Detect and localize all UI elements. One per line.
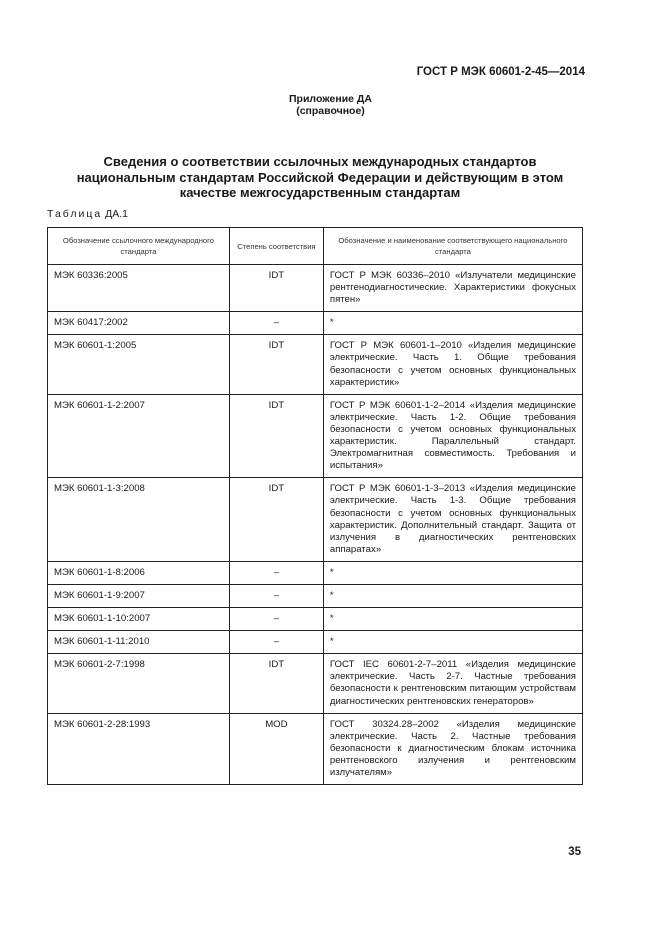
- national-standard-cell: *: [323, 584, 582, 607]
- table-row: [48, 335, 583, 394]
- reference-cell: МЭК 60601-1-10:2007: [48, 608, 230, 631]
- reference-cell: МЭК 60601-1-9:2007: [48, 584, 230, 607]
- table-row: [48, 561, 583, 584]
- national-standard-cell: ГОСТ Р МЭК 60601-1–2010 «Изделия медицинские электрические. Часть 1. Общие требования безопасности с учетом основных функциональных характеристик»: [323, 335, 582, 394]
- reference-cell: МЭК 60336:2005: [48, 265, 230, 312]
- table-row: [48, 608, 583, 631]
- table-caption-id: ДА.1: [105, 208, 128, 220]
- reference-cell: МЭК 60601-1:2005: [48, 335, 230, 394]
- table-caption: [47, 208, 128, 220]
- table-row: [48, 478, 583, 562]
- header-national-standard: Обозначение и наименование соответствующего национального стандарта: [323, 228, 582, 265]
- table-row: [48, 713, 583, 784]
- degree-cell: IDT: [229, 394, 323, 478]
- reference-cell: МЭК 60601-1-2:2007: [48, 394, 230, 478]
- national-standard-cell: *: [323, 312, 582, 335]
- national-standard-cell: ГОСТ Р МЭК 60336–2010 «Излучатели медицинские рентгенодиагностические. Характеристики фокусных пятен»: [323, 265, 582, 312]
- degree-cell: –: [229, 584, 323, 607]
- reference-cell: МЭК 60417:2002: [48, 312, 230, 335]
- national-standard-cell: ГОСТ Р МЭК 60601-1-3–2013 «Изделия медицинские электрические. Часть 1-3. Общие требования безопасности с учетом основных функциональных характеристик. Дополнительный стандарт. Защита от излучения в диагностических рентгеновских аппаратах»: [323, 478, 582, 562]
- degree-cell: –: [229, 561, 323, 584]
- degree-cell: –: [229, 608, 323, 631]
- document-code: ГОСТ Р МЭК 60601-2-45—2014: [416, 66, 585, 78]
- degree-cell: MOD: [229, 713, 323, 784]
- table-header-row: [48, 228, 583, 265]
- degree-cell: IDT: [229, 335, 323, 394]
- national-standard-cell: *: [323, 608, 582, 631]
- degree-cell: IDT: [229, 478, 323, 562]
- table-row: [48, 312, 583, 335]
- reference-cell: МЭК 60601-2-28:1993: [48, 713, 230, 784]
- header-reference-standard: Обозначение ссылочного международного стандарта: [48, 228, 230, 265]
- table-row: [48, 654, 583, 713]
- section-title: Сведения о соответствии ссылочных международных стандартов национальным стандартам Российской Федерации и действующим в этом качестве межгосударственным стандартам: [76, 154, 564, 200]
- reference-cell: МЭК 60601-1-11:2010: [48, 631, 230, 654]
- degree-cell: IDT: [229, 265, 323, 312]
- reference-cell: МЭК 60601-1-8:2006: [48, 561, 230, 584]
- degree-cell: –: [229, 312, 323, 335]
- degree-cell: –: [229, 631, 323, 654]
- national-standard-cell: ГОСТ 30324.28–2002 «Изделия медицинские электрические. Часть 2. Частные требования безопасности к диагностическим блокам источника рентгеновского излучения и рентгеновским излучателям»: [323, 713, 582, 784]
- reference-cell: МЭК 60601-1-3:2008: [48, 478, 230, 562]
- table-row: [48, 584, 583, 607]
- table-row: [48, 631, 583, 654]
- table-caption-prefix: Таблица: [47, 208, 103, 220]
- national-standard-cell: *: [323, 631, 582, 654]
- reference-cell: МЭК 60601-2-7:1998: [48, 654, 230, 713]
- degree-cell: IDT: [229, 654, 323, 713]
- table-row: [48, 265, 583, 312]
- appendix-label: Приложение ДА: [289, 93, 372, 105]
- page-number: 35: [568, 846, 581, 858]
- national-standard-cell: ГОСТ Р МЭК 60601-1-2–2014 «Изделия медицинские электрические. Часть 1-2. Общие требования безопасности с учетом основных функциональных характеристик. Параллельный стандарт. Электромагнитная совместимость. Требования и испытания»: [323, 394, 582, 478]
- appendix-type: (справочное): [296, 105, 365, 117]
- national-standard-cell: *: [323, 561, 582, 584]
- header-degree: Степень соответствия: [229, 228, 323, 265]
- national-standard-cell: ГОСТ IEC 60601-2-7–2011 «Изделия медицинские электрические. Часть 2-7. Частные требования безопасности к рентгеновским питающим устройствам диагностических рентгеновских генераторов»: [323, 654, 582, 713]
- table-row: [48, 394, 583, 478]
- appendix-heading: [0, 93, 661, 117]
- correspondence-table: [47, 227, 583, 785]
